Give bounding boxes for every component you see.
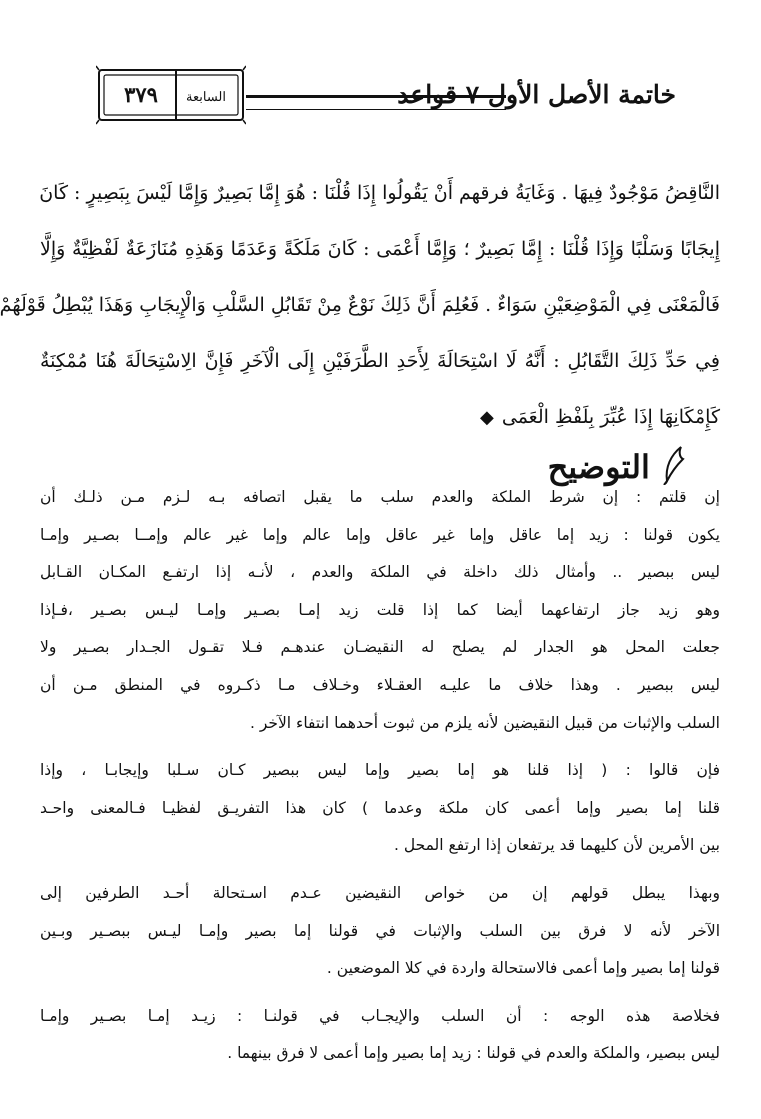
commentary-line: جعلت المحل هو الجدار لم يصلح له النقيضـان عندهـم فـلا تقـول الجـدار بصـير ولا — [40, 638, 720, 657]
commentary-line: فخلاصة هذه الوجه : أن السلب والإيجـاب في قولنـا : زيـد إمـا بصـير وإمـا — [40, 1006, 720, 1025]
running-header — [96, 62, 676, 128]
matn-line: فِي حَدِّ ذَلِكَ التَّقَابُلِ : أَنَّهُ لَا اسْتِحَالَةَ لِأَحَدِ الطَّرَفَيْنِ إِلَى الْآخَرِ فَإِنَّ الِاسْتِحَالَةَ هُنَا مُمْكِنَةٌ — [40, 350, 720, 372]
commentary-line: يكون قولنا : زيد إما عاقل وإما غير عاقل وإما عالم وإما غير عالم وإمــا بصـير وإمـا — [40, 525, 720, 544]
page-number: ٣٧٩ — [124, 82, 158, 107]
commentary-line: قولنا إما بصير وإما أعمى فالاستحالة واردة في كلا الموضعين . — [326, 959, 720, 978]
commentary-line: فإن قالوا : ( إذا قلنا هو إما بصير وإما ليس ببصير كـان سـلبا وإيجابـا ، وإذا — [40, 761, 720, 780]
commentary-line: ليس ببصير، والملكة والعدم في قولنا : زيد إما بصير وإما أعمى لا فرق بينهما . — [227, 1044, 720, 1063]
commentary-line: وهو زيد جاز ارتفاعهما أيضا كما إذا قلت زيد إمـا بصـير وإمـا ليـس بصـير ،فـإذا — [40, 600, 720, 619]
commentary-line: وبهذا يبطل قولهم إن من خواص النقيضين عـدم اسـتحالة أحـد الطرفين إلى — [40, 883, 720, 902]
commentary-line: السلب والإثبات من قبيل النقيضين لأنه يلزم من ثبوت أحدهما انتفاء الآخر . — [249, 713, 720, 732]
matn-line-last — [40, 389, 720, 445]
commentary-line: قلنا إما بصير وإما أعمى كان ملكة وعدما ) كان هذا التفريـق لفظيـا فـالمعنى واحـد — [40, 798, 720, 817]
section-title: التوضيح — [547, 448, 650, 486]
commentary-line: الآخر لأنه لا فرق بين السلب والإثبات في قولنا إما بصير وإمـا ليـس ببصـير وبـين — [40, 921, 720, 940]
header-title: خاتمة الأصل الأول ٧ قواعد — [397, 80, 676, 109]
commentary-line: إن قلتم : إن شرط الملكة والعدم سلب ما يقبل اتصافه بـه لـزم مـن ذلـك أن — [40, 488, 720, 506]
matn-line: فَالْمَعْنَى فِي الْمَوْضِعَيْنِ سَوَاءٌ . فَعُلِمَ أَنَّ ذَلِكَ نَوْعٌ مِنْ تَقَابُلِ السَّلْبِ وَالْإِيجَابِ وَهَذَا يُبْطِلُ قَوْلَهُمْ — [0, 294, 720, 316]
matn-text — [0, 165, 720, 445]
commentary-line: ليس ببصير . وهذا خلاف ما عليـه العقـلاء وخـلاف مـا ذكـروه في المنطق مـن أن — [40, 675, 720, 694]
book-label: السابعة — [186, 90, 226, 105]
matn-line: إِيجَابًا وَسَلْبًا وَإِذَا قُلْنَا : إِمَّا بَصِيرٌ ؛ وَإِمَّا أَعْمَى : كَانَ مَلَكَةً وَعَدَمًا وَهَذِهِ مُنَازَعَةٌ لَفْظِيَّةٌ وَإِلَّا — [40, 238, 720, 260]
page-number-badge — [96, 62, 246, 128]
commentary-line: ليس ببصير .. وأمثال ذلك داخلة في الملكة والعدم ، لأنـه إذا ارتفـع المكـان القـابل — [40, 563, 720, 582]
matn-line-text: كَإِمْكَانِهَا إِذَا عُبِّرَ بِلَفْظِ الْعَمَى — [501, 406, 720, 428]
commentary-text — [40, 479, 720, 1073]
commentary-line: بين الأمرين لأن كليهما قد يرتفعان إذا ارتفع المحل . — [393, 836, 720, 855]
matn-line: النَّاقِضُ مَوْجُودٌ فِيهَا . وَغَايَةُ فرقهم أَنْ يَقُولُوا إِذَا قُلْنَا : هُوَ إِمَّا بَصِيرٌ وَإِمَّا لَيْسَ بِبَصِيرٍ : كَانَ — [39, 182, 720, 204]
end-mark-icon: ◆ — [480, 407, 494, 428]
